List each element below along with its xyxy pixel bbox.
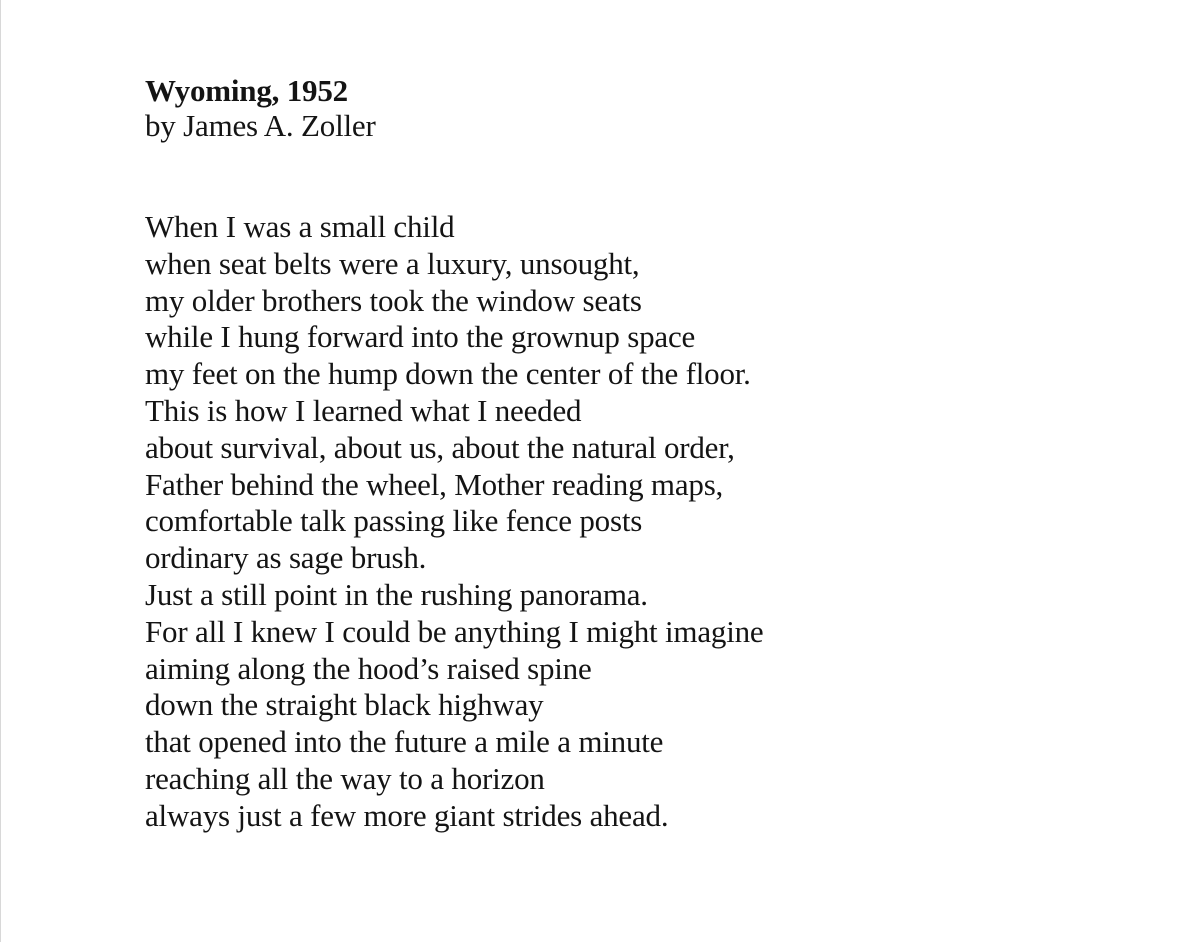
poem-line: ordinary as sage brush. [145,540,427,576]
poem-line: This is how I learned what I needed [145,392,582,428]
poem-line: aiming along the hood’s raised spine [145,650,592,686]
poem-line: always just a few more giant strides ahead. [145,797,669,833]
poem-line: When I was a small child [145,209,455,244]
poem-line: Just a still point in the rushing panorama. [145,576,648,612]
poem-line: while I hung forward into the grownup space [145,319,696,355]
poem-title: Wyoming, 1952 [145,73,348,108]
poem-body [145,209,763,835]
poem-byline: by James A. Zoller [145,108,376,143]
poem-line: when seat belts were a luxury, unsought, [145,245,640,281]
poem-line: that opened into the future a mile a minute [145,724,664,760]
poem-line: about survival, about us, about the natural order, [145,429,735,465]
poem-line: comfortable talk passing like fence posts [145,503,643,539]
poem-line: my older brothers took the window seats [145,282,642,318]
poem-line: Father behind the wheel, Mother reading maps, [145,466,724,502]
poem-line: my feet on the hump down the center of the floor. [145,356,751,392]
poem-line: For all I knew I could be anything I might imagine [145,613,764,649]
poem-line: reaching all the way to a horizon [145,760,545,796]
poem-line: down the straight black highway [145,687,544,723]
poem [145,73,763,835]
